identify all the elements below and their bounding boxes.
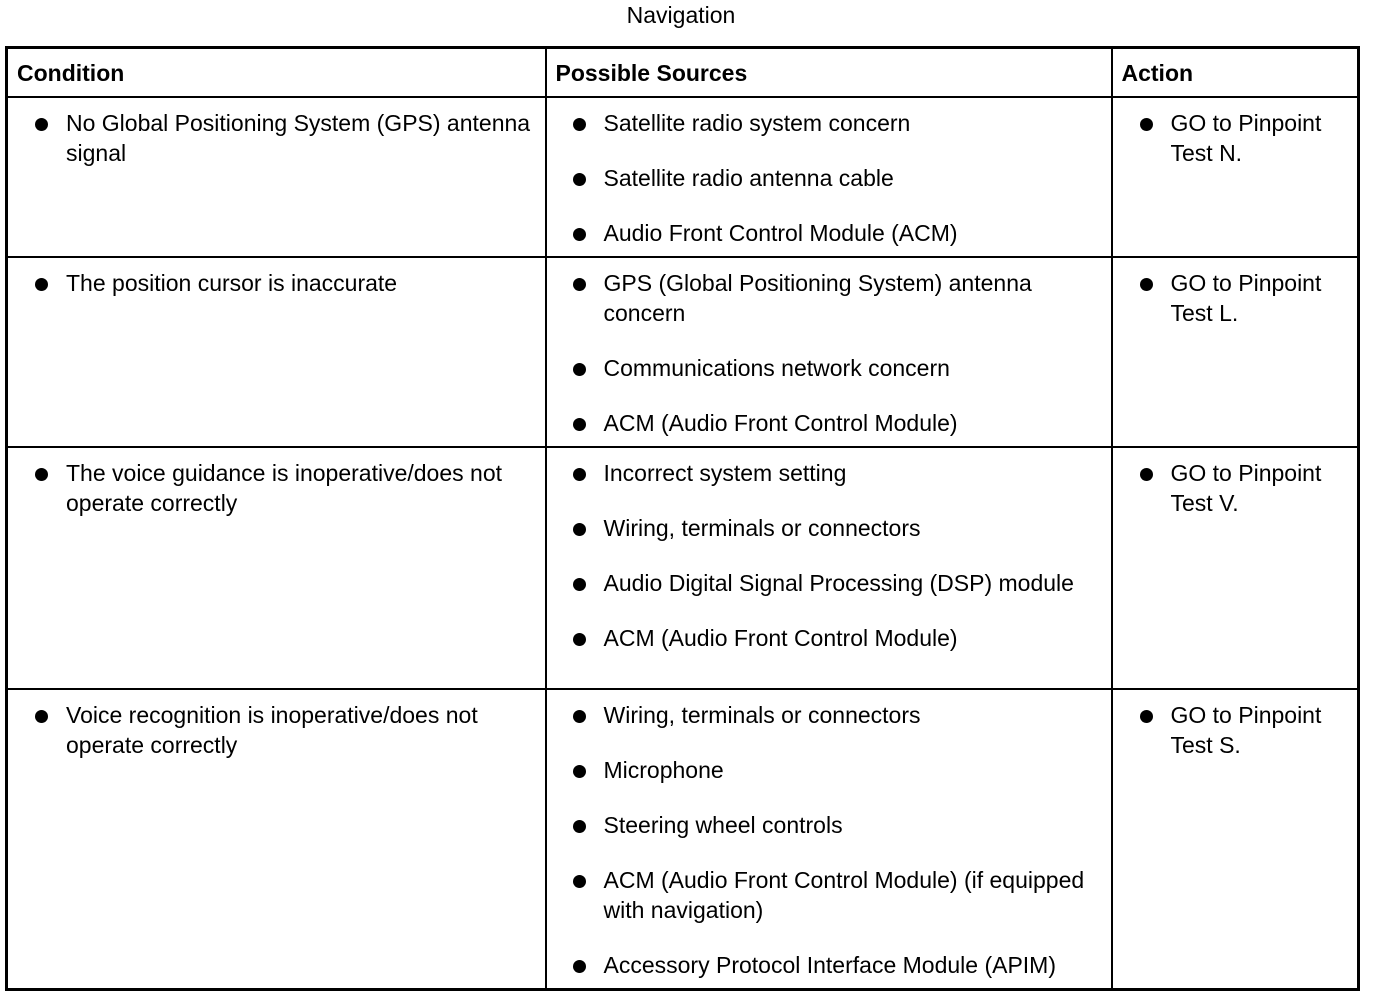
source-text: ACM (Audio Front Control Module) bbox=[603, 625, 958, 651]
bullet-icon bbox=[573, 363, 586, 376]
bullet-icon bbox=[573, 710, 586, 723]
source-item bbox=[547, 268, 1103, 328]
bullet-icon bbox=[573, 418, 586, 431]
condition-cell bbox=[7, 257, 546, 447]
source-item bbox=[547, 408, 1103, 438]
condition-item bbox=[8, 268, 537, 298]
action-text: GO to Pinpoint Test S. bbox=[1170, 702, 1322, 758]
bullet-icon bbox=[573, 820, 586, 833]
source-item bbox=[547, 353, 1103, 383]
bullet-icon bbox=[1140, 278, 1153, 291]
bullet-icon bbox=[1140, 468, 1153, 481]
bullet-icon bbox=[573, 173, 586, 186]
condition-text: The position cursor is inaccurate bbox=[66, 270, 398, 296]
source-item bbox=[547, 865, 1103, 925]
condition-text: The voice guidance is inoperative/does not operate correctly bbox=[66, 460, 503, 516]
source-text: Satellite radio system concern bbox=[603, 110, 911, 136]
source-text: Wiring, terminals or connectors bbox=[603, 515, 921, 541]
condition-cell bbox=[7, 447, 546, 689]
source-item bbox=[547, 163, 1103, 193]
action-cell bbox=[1112, 97, 1359, 257]
source-text: Communications network concern bbox=[603, 355, 950, 381]
source-text: Microphone bbox=[603, 757, 724, 783]
sources-cell bbox=[546, 447, 1112, 689]
condition-item bbox=[8, 458, 537, 518]
table-row bbox=[7, 447, 1359, 689]
sources-cell bbox=[546, 689, 1112, 990]
bullet-icon bbox=[1140, 118, 1153, 131]
bullet-icon bbox=[573, 278, 586, 291]
symptom-chart-table bbox=[5, 46, 1360, 991]
bullet-icon bbox=[573, 228, 586, 241]
source-text: Audio Digital Signal Processing (DSP) module bbox=[603, 570, 1074, 596]
source-item bbox=[547, 568, 1103, 598]
table-row bbox=[7, 257, 1359, 447]
action-item bbox=[1113, 268, 1350, 328]
action-cell bbox=[1112, 257, 1359, 447]
source-item bbox=[547, 108, 1103, 138]
action-text: GO to Pinpoint Test N. bbox=[1170, 110, 1322, 166]
source-text: GPS (Global Positioning System) antenna concern bbox=[603, 270, 1032, 326]
action-text: GO to Pinpoint Test V. bbox=[1170, 460, 1322, 516]
bullet-icon bbox=[1140, 710, 1153, 723]
source-text: Satellite radio antenna cable bbox=[603, 165, 894, 191]
condition-cell bbox=[7, 689, 546, 990]
condition-cell bbox=[7, 97, 546, 257]
bullet-icon bbox=[573, 960, 586, 973]
bullet-icon bbox=[35, 468, 48, 481]
bullet-icon bbox=[573, 633, 586, 646]
source-text: Steering wheel controls bbox=[603, 812, 843, 838]
condition-item bbox=[8, 700, 537, 760]
source-text: Accessory Protocol Interface Module (APIM) bbox=[603, 952, 1056, 978]
bullet-icon bbox=[573, 765, 586, 778]
condition-item bbox=[8, 108, 537, 168]
condition-text: No Global Positioning System (GPS) antenna signal bbox=[66, 110, 531, 166]
source-item bbox=[547, 513, 1103, 543]
table-row bbox=[7, 97, 1359, 257]
action-text: GO to Pinpoint Test L. bbox=[1170, 270, 1322, 326]
bullet-icon bbox=[573, 875, 586, 888]
column-header-action: Action bbox=[1112, 48, 1359, 98]
bullet-icon bbox=[573, 468, 586, 481]
action-item bbox=[1113, 700, 1350, 760]
sources-cell bbox=[546, 257, 1112, 447]
action-item bbox=[1113, 108, 1350, 168]
bullet-icon bbox=[573, 523, 586, 536]
source-item bbox=[547, 755, 1103, 785]
column-header-condition: Condition bbox=[7, 48, 546, 98]
bullet-icon bbox=[573, 578, 586, 591]
source-item bbox=[547, 623, 1103, 653]
source-text: ACM (Audio Front Control Module) bbox=[603, 410, 958, 436]
bullet-icon bbox=[573, 118, 586, 131]
action-cell bbox=[1112, 689, 1359, 990]
source-item bbox=[547, 700, 1103, 730]
source-text: ACM (Audio Front Control Module) (if equipped with navigation) bbox=[603, 867, 1085, 923]
source-item bbox=[547, 218, 1103, 248]
table-header-row bbox=[7, 48, 1359, 98]
bullet-icon bbox=[35, 118, 48, 131]
source-text: Audio Front Control Module (ACM) bbox=[603, 220, 958, 246]
action-cell bbox=[1112, 447, 1359, 689]
bullet-icon bbox=[35, 710, 48, 723]
action-item bbox=[1113, 458, 1350, 518]
source-item bbox=[547, 458, 1103, 488]
source-text: Wiring, terminals or connectors bbox=[603, 702, 921, 728]
source-item bbox=[547, 950, 1103, 980]
sources-cell bbox=[546, 97, 1112, 257]
column-header-possible-sources: Possible Sources bbox=[546, 48, 1112, 98]
source-text: Incorrect system setting bbox=[603, 460, 847, 486]
table-row bbox=[7, 689, 1359, 990]
page-title: Navigation bbox=[626, 2, 736, 28]
bullet-icon bbox=[35, 278, 48, 291]
source-item bbox=[547, 810, 1103, 840]
condition-text: Voice recognition is inoperative/does not operate correctly bbox=[66, 702, 478, 758]
